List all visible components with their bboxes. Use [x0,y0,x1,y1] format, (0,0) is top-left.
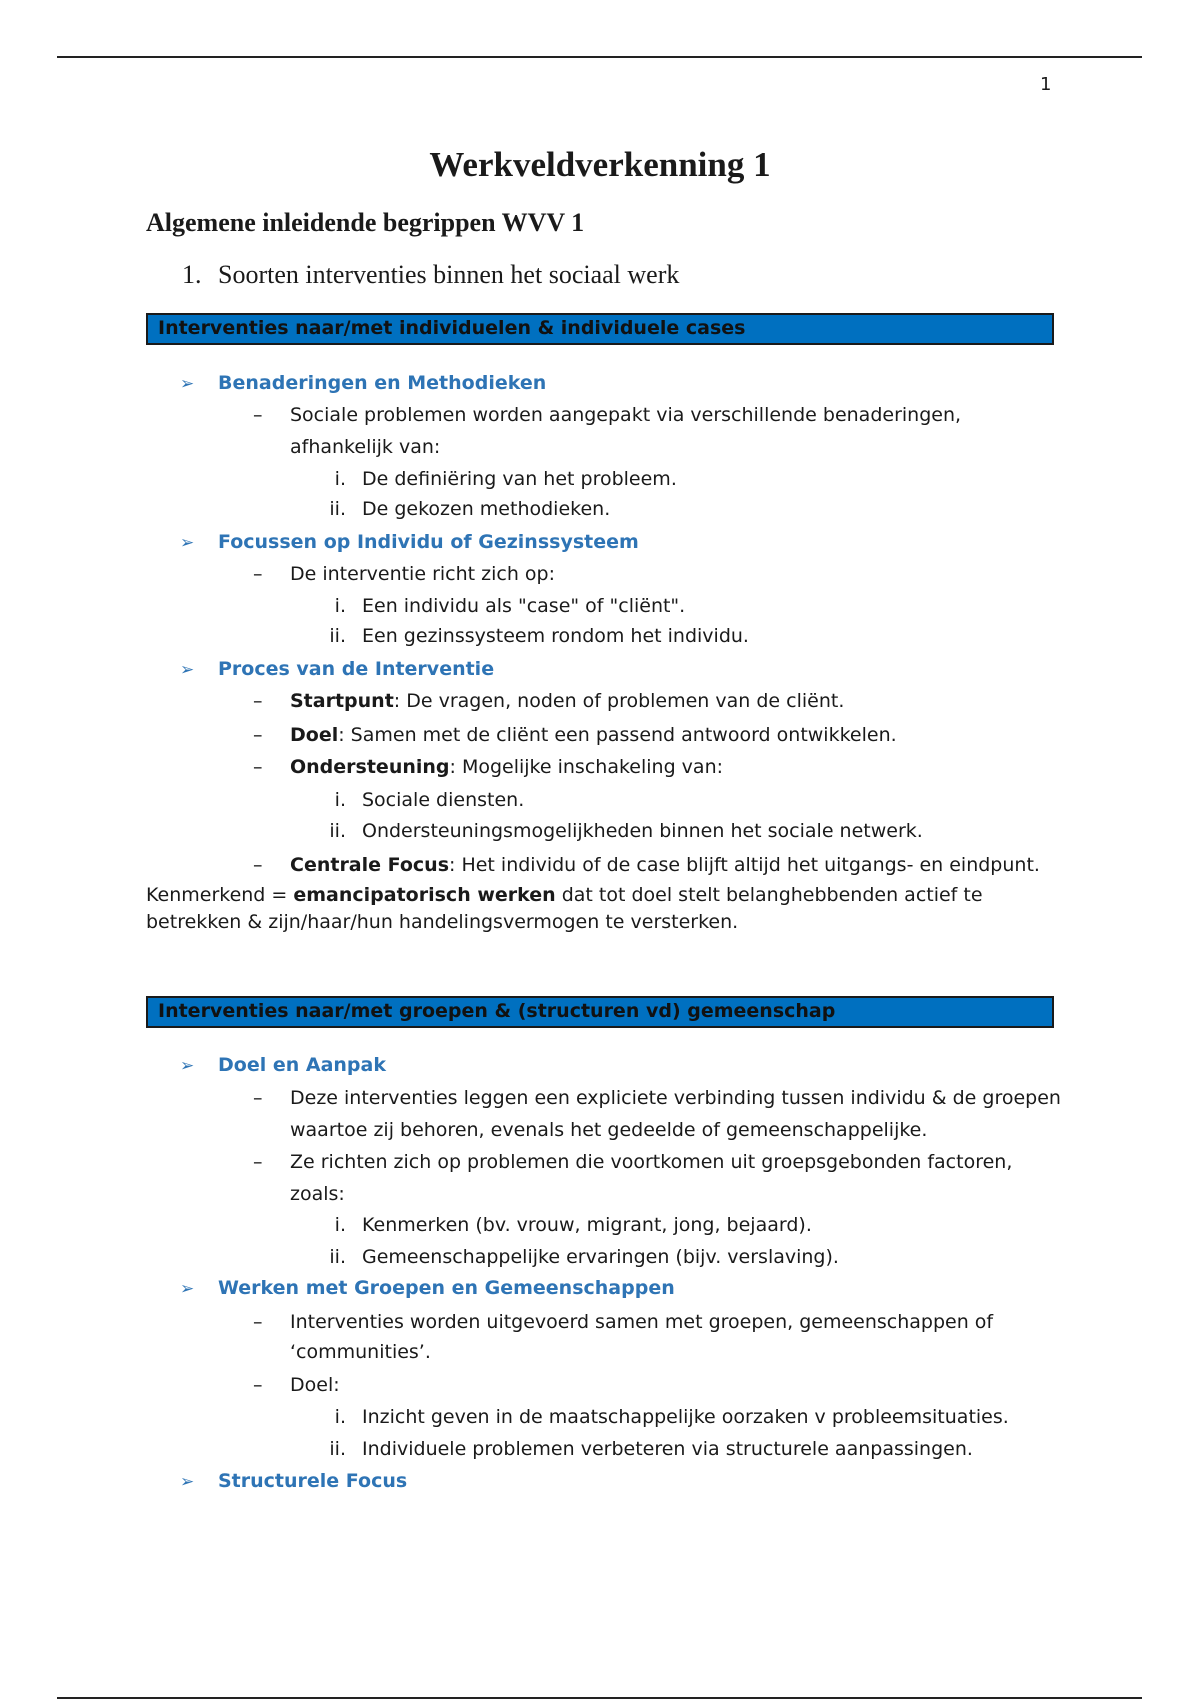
arrow-bullet-icon: ➢ [180,374,195,394]
dash-bullet: – [253,404,263,426]
note-paragraph: Kenmerkend = emancipatorisch werken dat tot doel stelt belanghebbenden actief te [146,884,983,906]
bottom-rule [57,1697,1142,1699]
dash-bullet: – [253,854,263,876]
section-heading [182,260,679,290]
dash-bullet: – [253,563,263,585]
document-title: Werkveldverkenning 1 [429,145,771,184]
roman-numeral: ii. [329,625,346,647]
bullet-heading: ➢ Focussen op Individu of Gezinssysteem [180,531,639,553]
list-text: waartoe zij behoren, evenals het gedeelde of gemeenschappelijke. [290,1119,928,1141]
dash-bullet: – [253,690,263,712]
list-text: Doel: Samen met de cliënt een passend antwoord ontwikkelen. [290,724,897,746]
list-text: Startpunt: De vragen, noden of problemen van de cliënt. [290,690,845,712]
sub-list-text: Ondersteuningsmogelijkheden binnen het sociale netwerk. [362,820,923,842]
arrow-bullet-icon: ➢ [180,1056,195,1076]
document-subtitle: Algemene inleidende begrippen WVV 1 [146,208,585,237]
dash-bullet: – [253,1087,263,1109]
sub-list-text: Inzicht geven in de maatschappelijke oorzaken v probleemsituaties. [362,1406,1009,1428]
page-number: 1 [1040,74,1052,95]
roman-numeral: i. [334,1406,346,1428]
list-text: ‘communities’. [290,1341,431,1363]
sub-list-text: Een individu als "case" of "cliënt". [362,595,686,617]
list-text: afhankelijk van: [290,436,441,458]
roman-numeral: i. [334,1214,346,1236]
section-banner-individuals: Interventies naar/met individuelen & individuele cases [146,313,1054,345]
roman-numeral: ii. [329,498,346,520]
sub-list-text: Gemeenschappelijke ervaringen (bijv. verslaving). [362,1246,839,1268]
sub-list-text: Kenmerken (bv. vrouw, migrant, jong, bejaard). [362,1214,812,1236]
bullet-heading: ➢ Structurele Focus [180,1470,408,1492]
list-text: zoals: [290,1183,345,1205]
sub-list-text: De gekozen methodieken. [362,498,611,520]
sub-list-text: Individuele problemen verbeteren via structurele aanpassingen. [362,1438,973,1460]
bullet-heading: ➢ Doel en Aanpak [180,1054,386,1076]
arrow-bullet-icon: ➢ [180,533,195,553]
sub-list-text: De definiëring van het probleem. [362,468,677,490]
section-label: Soorten interventies binnen het sociaal werk [218,260,680,289]
dash-bullet: – [253,724,263,746]
roman-numeral: ii. [329,820,346,842]
list-text: Doel: [290,1374,340,1396]
arrow-bullet-icon: ➢ [180,660,195,680]
dash-bullet: – [253,756,263,778]
sub-list-text: Een gezinssysteem rondom het individu. [362,625,749,647]
dash-bullet: – [253,1374,263,1396]
roman-numeral: ii. [329,1246,346,1268]
bullet-heading: ➢ Benaderingen en Methodieken [180,372,547,394]
list-text: Centrale Focus: Het individu of de case blijft altijd het uitgangs- en eindpunt. [290,854,1040,876]
arrow-bullet-icon: ➢ [180,1472,195,1492]
section-banner-groups: Interventies naar/met groepen & (structuren vd) gemeenschap [146,996,1054,1028]
dash-bullet: – [253,1311,263,1333]
note-paragraph-line2: betrekken & zijn/haar/hun handelingsvermogen te versterken. [146,911,739,933]
sub-list-text: Sociale diensten. [362,789,525,811]
roman-numeral: i. [334,468,346,490]
roman-numeral: i. [334,789,346,811]
list-text: Ondersteuning: Mogelijke inschakeling van: [290,756,724,778]
list-text: Sociale problemen worden aangepakt via verschillende benaderingen, [290,404,962,426]
list-text: Deze interventies leggen een expliciete verbinding tussen individu & de groepen [290,1087,1061,1109]
bullet-heading: ➢ Werken met Groepen en Gemeenschappen [180,1277,675,1299]
bullet-heading: ➢ Proces van de Interventie [180,658,495,680]
section-number: 1. [182,260,202,289]
arrow-bullet-icon: ➢ [180,1279,195,1299]
roman-numeral: ii. [329,1438,346,1460]
list-text: De interventie richt zich op: [290,563,555,585]
dash-bullet: – [253,1151,263,1173]
top-rule [57,56,1142,58]
roman-numeral: i. [334,595,346,617]
list-text: Interventies worden uitgevoerd samen met groepen, gemeenschappen of [290,1311,994,1333]
list-text: Ze richten zich op problemen die voortkomen uit groepsgebonden factoren, [290,1151,1013,1173]
